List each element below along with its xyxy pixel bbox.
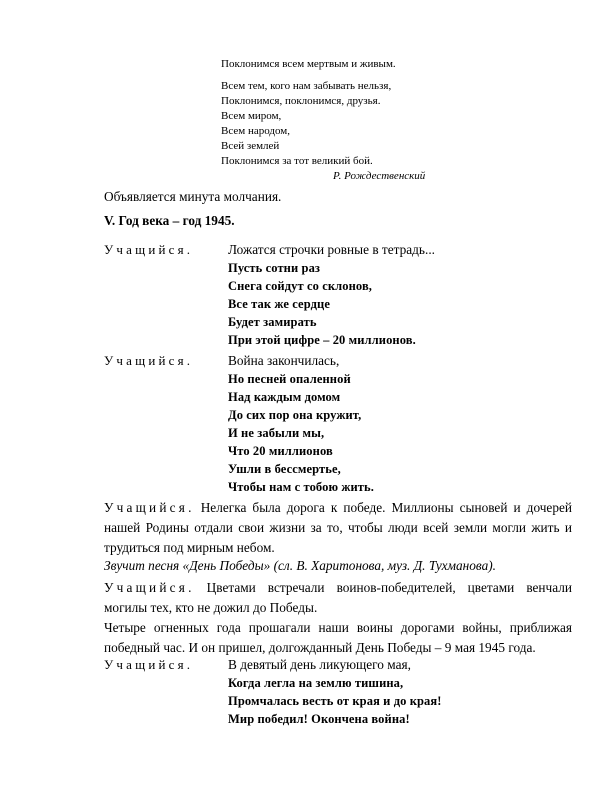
verse-line: Промчалась весть от края и до края! bbox=[228, 694, 442, 708]
paragraph-text: Цветами встречали воинов-победителей, цветами венчали могилы тех, кто не дожил до Победы. bbox=[104, 580, 572, 615]
verse-line: Над каждым домом bbox=[228, 390, 341, 404]
poem-author: Р. Рождественский bbox=[333, 170, 426, 182]
verse-block bbox=[228, 656, 442, 728]
verse-line: Но песней опаленной bbox=[228, 372, 351, 386]
verse-line: Чтобы нам с тобою жить. bbox=[228, 480, 374, 494]
paragraph-text: Нелегка была дорога к победе. Миллионы сыновей и дочерей нашей Родины отдали свои жизни за то, чтобы люди всей земли могли жить и трудиться под мирным небом. bbox=[104, 500, 573, 555]
verse-block bbox=[228, 241, 435, 349]
verse-line: В девятый день ликующего мая, bbox=[228, 657, 411, 672]
verse-line: Когда легла на землю тишина, bbox=[228, 676, 404, 690]
paragraph bbox=[104, 498, 572, 558]
paragraph bbox=[104, 618, 572, 658]
poem-line: Поклонимся всем мертвым и живым. bbox=[221, 58, 396, 70]
paragraph bbox=[104, 578, 572, 618]
verse-line: Все так же сердце bbox=[228, 297, 330, 311]
speaker-label: Учащийся. bbox=[104, 353, 194, 368]
verse-line: Пусть сотни раз bbox=[228, 261, 321, 275]
speaker-label: Учащийся. bbox=[104, 500, 195, 515]
verse-line: Ушли в бессмертье, bbox=[228, 462, 341, 476]
verse-line: Что 20 миллионов bbox=[228, 444, 333, 458]
poem-block bbox=[221, 57, 425, 184]
poem-line: Поклонимся, поклонимся, друзья. bbox=[221, 95, 381, 107]
verse-line: И не забыли мы, bbox=[228, 426, 325, 440]
verse-line: При этой цифре – 20 миллионов. bbox=[228, 333, 416, 347]
poem-line: Всем народом, bbox=[221, 125, 290, 137]
section-heading: V. Год века – год 1945. bbox=[104, 213, 235, 228]
verse-line: Будет замирать bbox=[228, 315, 317, 329]
poem-line: Всем миром, bbox=[221, 110, 282, 122]
poem-line: Поклонимся за тот великий бой. bbox=[221, 155, 373, 167]
song-note: Звучит песня «День Победы» (сл. В. Харитонова, муз. Д. Тухманова). bbox=[104, 558, 496, 573]
paragraph-text: Четыре огненных года прошагали наши воины дорогами войны, приближая победный час. И он пришел, долгожданный День Победы – 9 мая 1945 года. bbox=[104, 620, 572, 655]
poem-line: Всем тем, кого нам забывать нельзя, bbox=[221, 80, 392, 92]
verse-line: Снега сойдут со склонов, bbox=[228, 279, 373, 293]
speaker-label: Учащийся. bbox=[104, 242, 194, 257]
verse-line: До сих пор она кружит, bbox=[228, 408, 362, 422]
verse-line: Мир победил! Окончена война! bbox=[228, 712, 410, 726]
verse-line: Ложатся строчки ровные в тетрадь... bbox=[228, 242, 435, 257]
poem-line: Всей землей bbox=[221, 140, 280, 152]
speaker-label: Учащийся. bbox=[104, 657, 194, 672]
verse-block bbox=[228, 352, 374, 496]
minute-silence-text: Объявляется минута молчания. bbox=[104, 189, 282, 204]
verse-line: Война закончилась, bbox=[228, 353, 340, 368]
speaker-label: Учащийся. bbox=[104, 580, 195, 595]
